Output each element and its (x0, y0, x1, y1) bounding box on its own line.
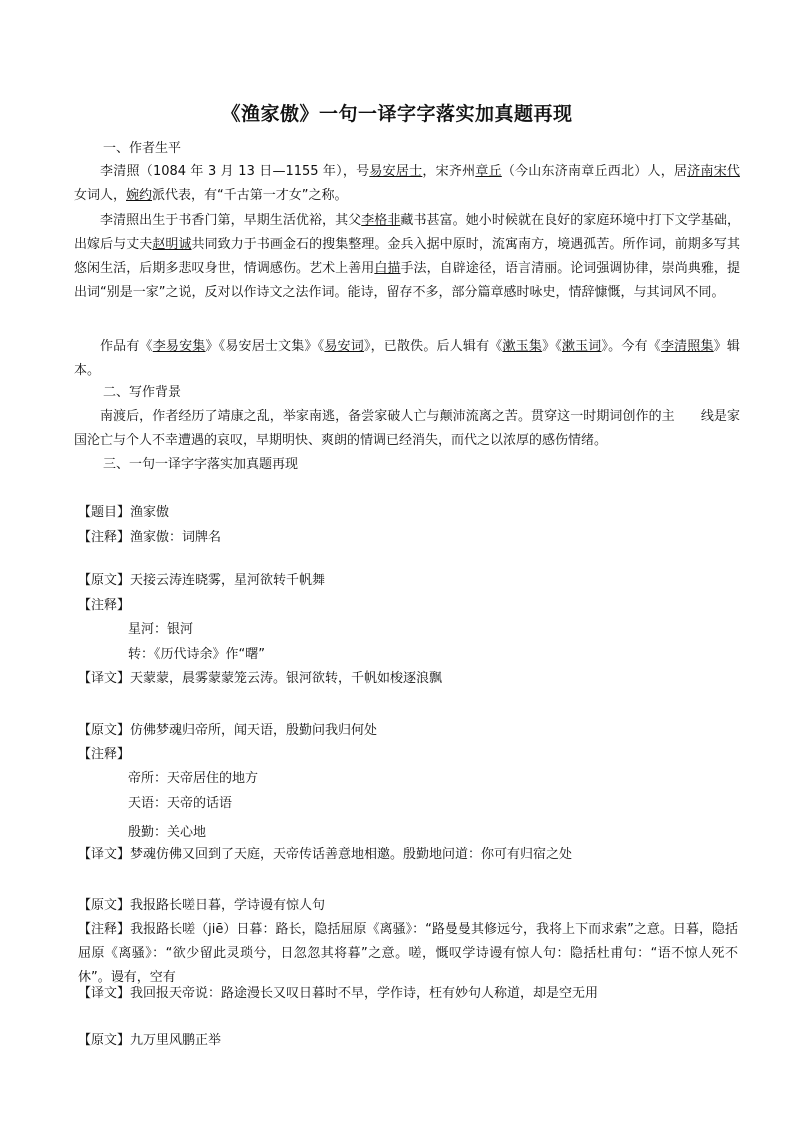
verse-2-original: 【原文】仿佛梦魂归帝所，闻天语，殷勤问我归何处 (78, 723, 378, 738)
verse-3-original: 【原文】我报路长嗟日暮，学诗谩有惊人句 (78, 898, 326, 913)
section-heading-author: 一、作者生平 (103, 141, 182, 156)
verse-1-translation: 【译文】天蒙蒙，晨雾蒙蒙笼云涛。银河欲转，千帆如梭逐浪飘 (78, 671, 443, 686)
verse-2-note-3: 殷勤：关心地 (128, 825, 207, 840)
verse-3-note: 【注释】我报路长嗟（jiē）日暮：路长，隐括屈原《离骚》：“路曼曼其修远兮，我将上下而求索”之意。日暮，隐括屈原《离骚》：“欲少留此灵琐兮，日忽忽其将暮”之意。嗟，慨叹学诗谩有惊人句：隐括杜甫句：“语不惊人死不休”。谩有，空有 (78, 922, 738, 985)
verse-1-original: 【原文】天接云涛连晓雾，星河欲转千帆舞 (78, 573, 326, 588)
works-paragraph: 作品有《李易安集》《易安居士文集》《易安词》，已散佚。后人辑有《漱玉集》《漱玉词》。今有《李清照集》辑本。 (74, 339, 740, 378)
title-note: 【注释】渔家傲：词牌名 (78, 530, 222, 545)
verse-3-translation: 【译文】我回报天帝说：路途漫长又叹日暮时不早，学作诗，枉有妙句人称道，却是空无用 (78, 986, 599, 1001)
background-paragraph: 南渡后，作者经历了靖康之乱，举家南逃，备尝家破人亡与颠沛流离之苦。贯穿这一时期词创作的主 线是家国沦亡与个人不幸遭遇的哀叹，早期明快、爽朗的情调已经消失，而代之以浓厚的感伤情绪。 (74, 409, 740, 448)
section-heading-background: 二、写作背景 (103, 385, 182, 400)
author-paragraph-1: 李清照（1084 年 3 月 13 日—1155 年），号易安居士，宋齐州章丘（今山东济南章丘西北）人，居济南宋代女词人，婉约派代表，有“千古第一才女”之称。 (74, 164, 740, 203)
verse-1-note-1: 星河：银河 (128, 622, 194, 637)
verse-2-note-label: 【注释】 (78, 747, 131, 762)
section-heading-translation: 三、一句一译字字落实加真题再现 (103, 457, 299, 472)
verse-2-translation: 【译文】梦魂仿佛又回到了天庭，天帝传话善意地相邀。殷勤地问道：你可有归宿之处 (78, 847, 573, 862)
title-entry: 【题目】渔家傲 (78, 505, 170, 520)
verse-4-original: 【原文】九万里风鹏正举 (78, 1033, 222, 1048)
verse-1-note-2: 转：《历代诗余》作“曙” (128, 647, 265, 662)
author-paragraph-2: 李清照出生于书香门第，早期生活优裕，其父李格非藏书甚富。她小时候就在良好的家庭环境中打下文学基础，出嫁后与丈夫赵明诚共同致力于书画金石的搜集整理。金兵入据中原时，流寓南方，境遇孤苦。所作词，前期多写其悠闲生活，后期多悲叹身世，情调感伤。艺术上善用白描手法，自辟途径，语言清丽。论词强调协律，崇尚典雅，提出词“别是一家”之说，反对以作诗文之法作词。能诗，留存不多，部分篇章感时咏史，情辞慷慨，与其词风不同。 (74, 213, 740, 300)
verse-1-note-label: 【注释】 (78, 598, 131, 613)
verse-2-note-1: 帝所：天帝居住的地方 (128, 771, 259, 786)
verse-2-note-2: 天语：天帝的话语 (128, 796, 233, 811)
document-title: 《渔家傲》一句一译字字落实加真题再现 (221, 103, 573, 125)
